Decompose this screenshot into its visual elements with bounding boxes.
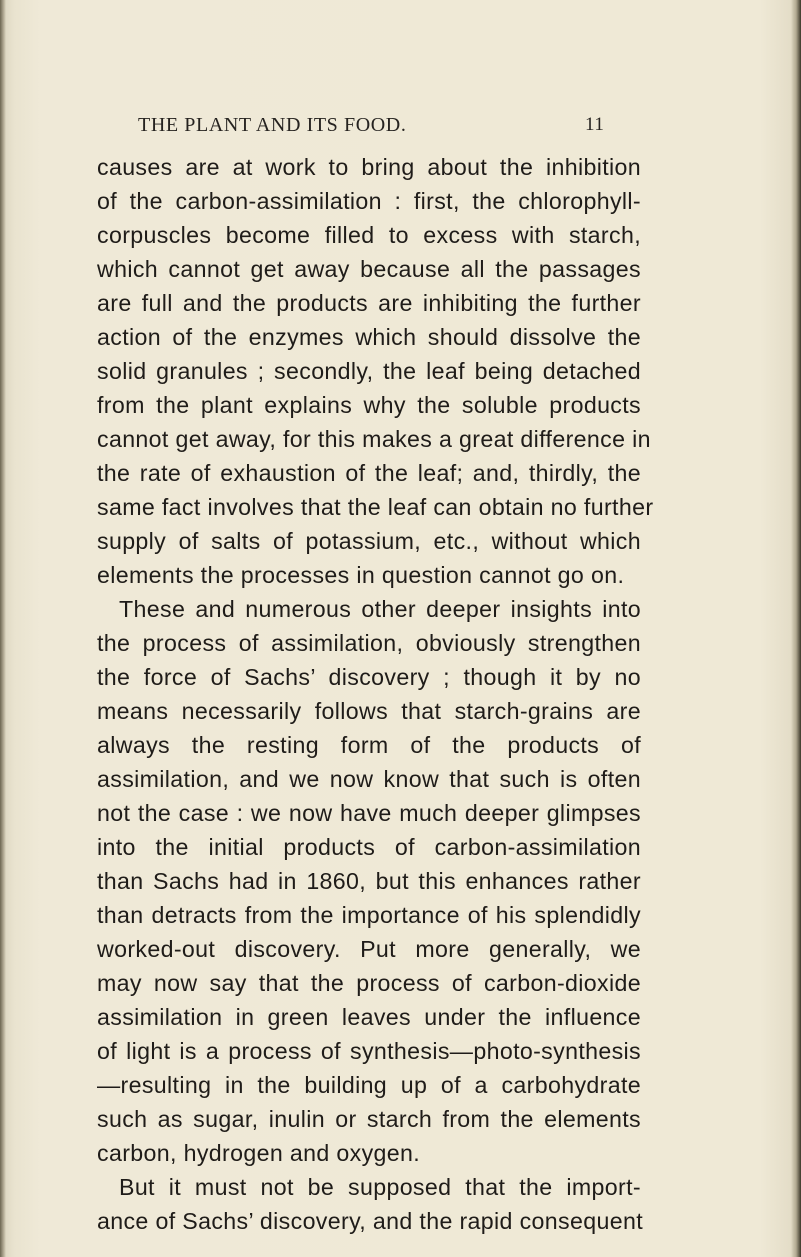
text-line: These and numerous other deeper insights into [119, 596, 641, 622]
text-line: solid granules ; secondly, the leaf being detached [97, 358, 641, 384]
text-line: may now say that the process of carbon-dioxide [97, 970, 641, 996]
text-line: of light is a process of synthesis—photo-synthesis [97, 1038, 641, 1064]
text-line: which cannot get away because all the passages [97, 256, 641, 282]
text-line: such as sugar, inulin or starch from the elements [97, 1106, 641, 1132]
text-line: the rate of exhaustion of the leaf; and, thirdly, the [97, 460, 641, 486]
text-line: the force of Sachs’ discovery ; though it by no [97, 664, 641, 690]
text-line: carbon, hydrogen and oxygen. [97, 1140, 421, 1166]
text-line: cannot get away, for this makes a great difference in [97, 426, 651, 452]
text-line: than detracts from the importance of his splendidly [97, 902, 641, 928]
running-header [138, 114, 738, 140]
text-line: of the carbon-assimilation : first, the chlorophyll- [97, 188, 641, 214]
page-right-edge [791, 0, 801, 1257]
text-line: than Sachs had in 1860, but this enhances rather [97, 868, 641, 894]
text-line: But it must not be supposed that the import- [119, 1174, 641, 1200]
text-line: corpuscles become filled to excess with starch, [97, 222, 641, 248]
text-line: supply of salts of potassium, etc., without which [97, 528, 641, 554]
text-line: are full and the products are inhibiting the further [97, 290, 641, 316]
text-line: not the case : we now have much deeper glimpses [97, 800, 641, 826]
text-line: elements the processes in question cannot go on. [97, 562, 625, 588]
text-line: the process of assimilation, obviously strengthen [97, 630, 641, 656]
text-line: worked-out discovery. Put more generally, we [97, 936, 641, 962]
text-line: always the resting form of the products of [97, 732, 641, 758]
text-line: —resulting in the building up of a carbohydrate [97, 1072, 641, 1098]
text-line: assimilation in green leaves under the influence [97, 1004, 641, 1030]
text-line: causes are at work to bring about the inhibition [97, 154, 641, 180]
text-line: ance of Sachs’ discovery, and the rapid consequent [97, 1208, 643, 1234]
text-line: means necessarily follows that starch-grains are [97, 698, 641, 724]
page-left-edge [0, 0, 6, 1257]
text-line: from the plant explains why the soluble products [97, 392, 641, 418]
text-line: action of the enzymes which should dissolve the [97, 324, 641, 350]
page-number: 11 [585, 114, 605, 135]
text-line: into the initial products of carbon-assimilation [97, 834, 641, 860]
text-line: assimilation, and we now know that such is often [97, 766, 641, 792]
running-title: THE PLANT AND ITS FOOD. [138, 114, 407, 136]
text-line: same fact involves that the leaf can obtain no further [97, 494, 654, 520]
